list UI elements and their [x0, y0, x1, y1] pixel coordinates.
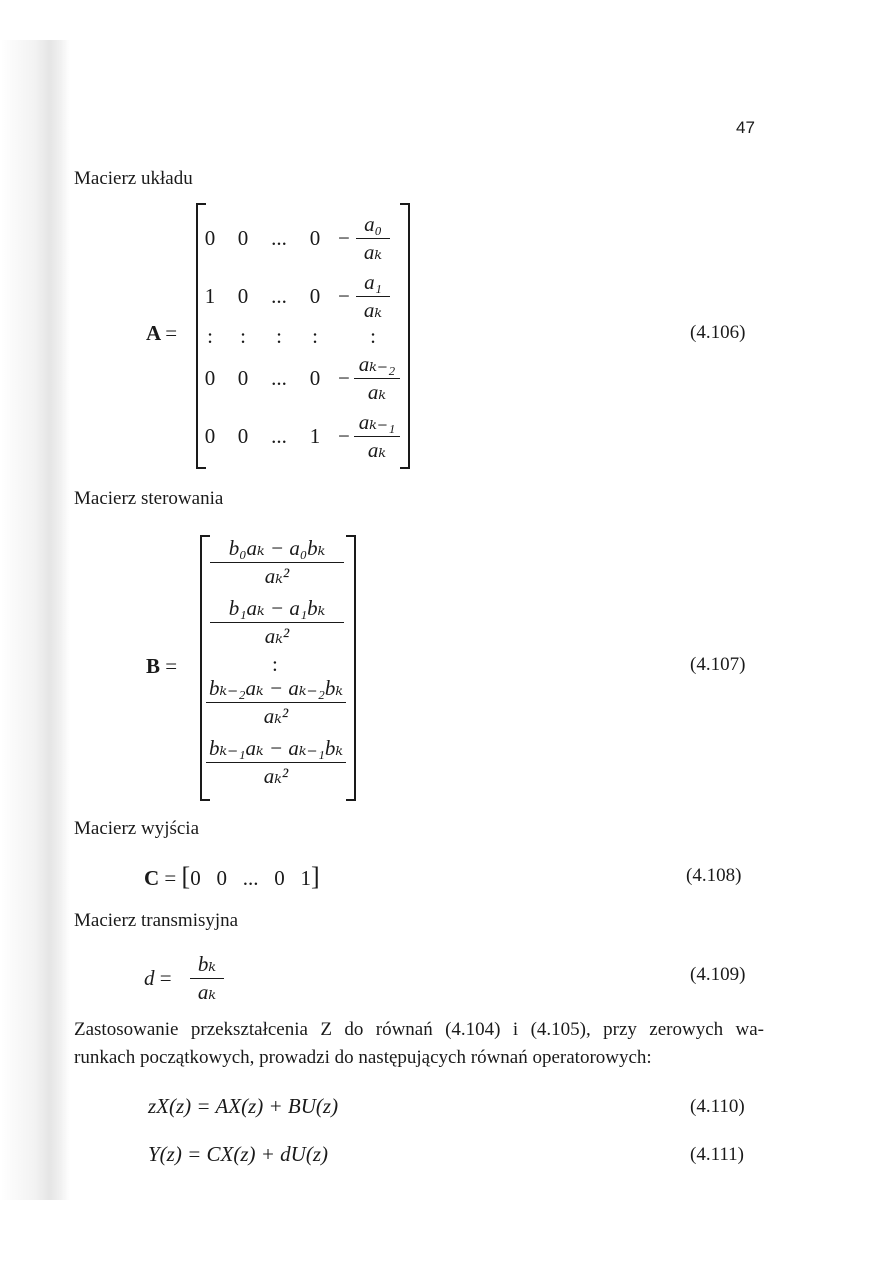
equation-4-111: Y(z) = CX(z) + dU(z) — [148, 1142, 328, 1166]
body-paragraph — [74, 1016, 764, 1072]
matrix-a-sign: − — [338, 284, 350, 308]
d-fraction: bₖ aₖ — [190, 952, 224, 1005]
matrix-a-cell: 0 — [309, 284, 321, 308]
matrix-a-sign: − — [338, 366, 350, 390]
matrix-a-cell: : — [370, 324, 376, 348]
matrix-a-cell: 0 — [204, 226, 216, 250]
matrix-a-cell: 0 — [309, 226, 321, 250]
transmission-matrix-label: Macierz transmisyjna — [74, 910, 239, 931]
matrix-a-cell: ... — [271, 366, 287, 390]
matrix-a-fraction: aₖ₋₂ aₖ — [354, 352, 400, 405]
matrix-a-fraction: aₖ₋₁ aₖ — [354, 410, 400, 463]
matrix-a-cell: ... — [271, 226, 287, 250]
equation-number: (4.107) — [690, 654, 746, 675]
equation-number: (4.108) — [686, 865, 742, 886]
matrix-a-cell: ... — [271, 424, 287, 448]
matrix-a-right-bracket — [400, 203, 410, 469]
matrix-a-cell: : — [207, 324, 213, 348]
matrix-b-symbol: B = — [146, 654, 178, 678]
paragraph-line: Zastosowanie przekształcenia Z do równań (4.104) i (4.105), przy zerowych wa- — [74, 1019, 764, 1040]
equation-number: (4.106) — [690, 322, 746, 343]
page-number: 47 — [736, 118, 755, 137]
paragraph-line: runkach początkowych, prowadzi do następujących równań operatorowych: — [74, 1047, 652, 1068]
matrix-a-sign: − — [338, 226, 350, 250]
page-binding-shadow — [0, 40, 70, 1200]
matrix-a-cell: 0 — [237, 424, 249, 448]
matrix-b-right-bracket — [346, 535, 356, 801]
matrix-c-equation: C = [0 0 ... 0 1] — [144, 862, 320, 891]
matrix-a-symbol: A = — [146, 321, 178, 345]
matrix-a-fraction: a₁ aₖ — [356, 270, 390, 323]
matrix-a-cell: 0 — [204, 424, 216, 448]
system-matrix-label: Macierz układu — [74, 168, 193, 189]
matrix-a-sign: − — [338, 424, 350, 448]
d-symbol: d = — [144, 966, 172, 990]
equation-number: (4.110) — [690, 1096, 745, 1117]
matrix-b-entry: b₀aₖ − a₀bₖ aₖ² — [210, 536, 344, 589]
control-matrix-label: Macierz sterowania — [74, 488, 224, 509]
matrix-b-entry: : — [272, 652, 278, 676]
matrix-b-entry: b₁aₖ − a₁bₖ aₖ² — [210, 596, 344, 649]
matrix-a-cell: 0 — [309, 366, 321, 390]
equation-number: (4.109) — [690, 964, 746, 985]
matrix-b-entry: bₖ₋₁aₖ − aₖ₋₁bₖ aₖ² — [206, 736, 346, 789]
matrix-a-cell: 0 — [237, 284, 249, 308]
matrix-a-cell: : — [312, 324, 318, 348]
matrix-a-cell: 0 — [237, 226, 249, 250]
matrix-b-entry: bₖ₋₂aₖ − aₖ₋₂bₖ aₖ² — [206, 676, 346, 729]
matrix-a-cell: 0 — [237, 366, 249, 390]
matrix-a-cell: 1 — [309, 424, 321, 448]
matrix-a-cell: : — [240, 324, 246, 348]
output-matrix-label: Macierz wyjścia — [74, 818, 200, 839]
matrix-a-cell: : — [276, 324, 282, 348]
matrix-a-cell: ... — [271, 284, 287, 308]
matrix-a-fraction: a₀ aₖ — [356, 212, 390, 265]
matrix-a-cell: 0 — [204, 366, 216, 390]
matrix-a-cell: 1 — [204, 284, 216, 308]
equation-4-110: zX(z) = AX(z) + BU(z) — [148, 1094, 339, 1118]
equation-number: (4.111) — [690, 1144, 744, 1165]
